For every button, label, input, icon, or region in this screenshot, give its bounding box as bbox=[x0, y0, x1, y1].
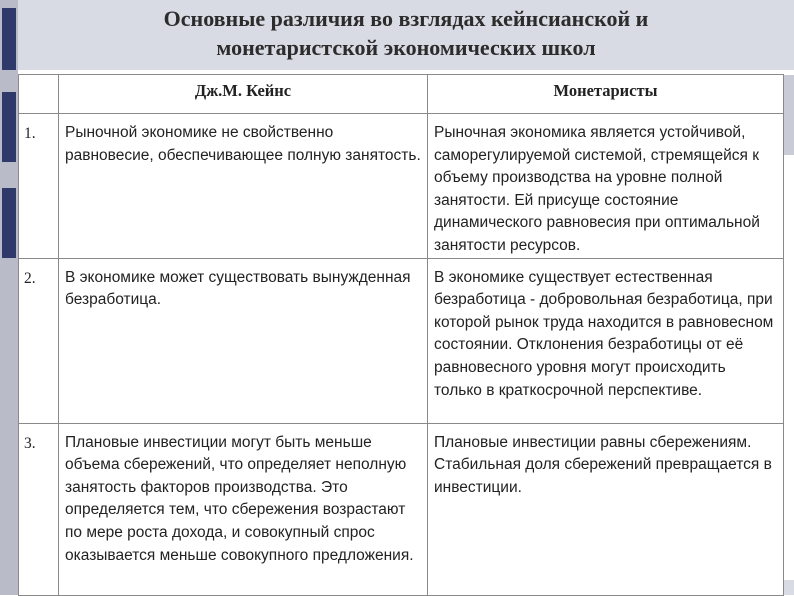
keynes-cell: В экономике может существовать вынужденная безработица. bbox=[59, 258, 428, 423]
strip-block-3 bbox=[2, 188, 16, 258]
strip-block-2 bbox=[2, 92, 16, 162]
header-keynes: Дж.М. Кейнс bbox=[59, 75, 428, 114]
slide-title-line-1: Основные различия во взглядах кейнсианской и bbox=[163, 6, 649, 31]
table-row bbox=[19, 114, 784, 259]
row-number: 3. bbox=[19, 423, 59, 595]
strip-block-1 bbox=[2, 8, 16, 70]
keynes-cell: Рыночной экономике не свойственно равновесие, обеспечивающее полную занятость. bbox=[59, 114, 428, 259]
monetarists-cell: Плановые инвестиции равны сбережениям. Стабильная доля сбережений превращается в инвестиции. bbox=[428, 423, 784, 595]
row-number: 2. bbox=[19, 258, 59, 423]
slide-left-strip bbox=[0, 0, 18, 595]
slide-title bbox=[18, 4, 794, 62]
keynes-cell: Плановые инвестиции могут быть меньше объема сбережений, что определяет неполную занятость факторов производства. Это определяется тем, что сбережения возрастают по мере роста дохода, и совокупный спрос оказывается меньше совокупного предложения. bbox=[59, 423, 428, 595]
header-num bbox=[19, 75, 59, 114]
monetarists-cell: В экономике существует естественная безработица - добровольная безработица, при которой рынок труда находится в равновесном состоянии. Отклонения безработицы от её равновесного уровня могут происходить только в краткосрочной перспективе. bbox=[428, 258, 784, 423]
monetarists-cell: Рыночная экономика является устойчивой, саморегулируемой системой, стремящейся к объему производства на уровне полной занятости. Ей присуще состояние динамического равновесия при оптимальной занятости ресурсов. bbox=[428, 114, 784, 259]
slide-title-line-2: монетаристской экономических школ bbox=[216, 35, 596, 60]
comparison-table bbox=[18, 74, 784, 596]
table-row bbox=[19, 423, 784, 595]
table-header-row bbox=[19, 75, 784, 114]
row-number: 1. bbox=[19, 114, 59, 259]
header-monetarists: Монетаристы bbox=[428, 75, 784, 114]
table-row bbox=[19, 258, 784, 423]
